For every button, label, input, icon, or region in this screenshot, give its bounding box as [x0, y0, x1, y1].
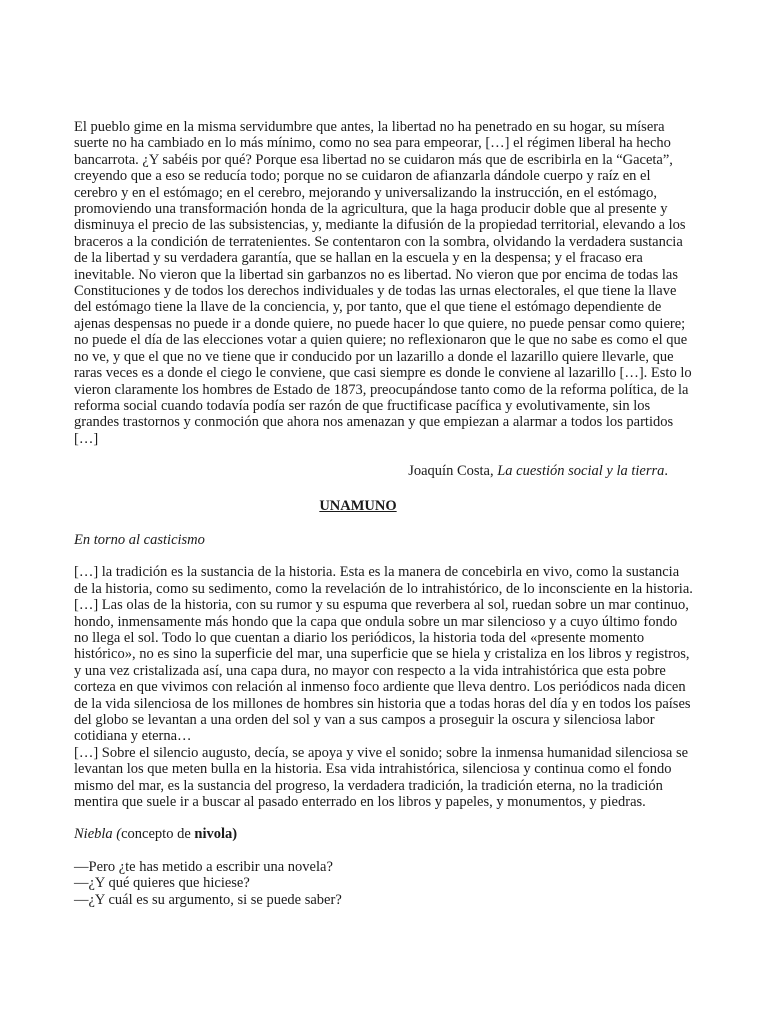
niebla-heading [74, 826, 694, 842]
document-page [74, 119, 694, 908]
dialogue-line: —¿Y cuál es su argumento, si se puede saber? [74, 891, 342, 908]
niebla-title: Niebla ( [74, 826, 122, 843]
dialogue-line: —Pero ¿te has metido a escribir una novela? [74, 858, 333, 875]
niebla-concept: concepto de [121, 826, 195, 843]
unamuno-paragraph-1: […] la tradición es la sustancia de la historia. Esta es la manera de concebirla en vivo, como la sustancia de la historia, como su sedimento, como la revelación de lo intrahistórico, de lo inconsciente en la historia. […] Las olas de la historia, con su rumor y su espuma que reverbera al sol, ruedan sobre un mar continuo, hondo, inmensamente más hondo que la capa que ondula sobre un mar silencioso y a cuyo último fondo no llega el sol. Todo lo que cuentan a diario los periódicos, la historia toda del «presente momento histórico», no es sino la superficie del mar, una superficie que se hiela y cristaliza en los libros y registros, y una vez cristalizada así, una capa dura, no mayor con respecto a la vida intrahistórica que esta pobre corteza en que vivimos con relación al inmenso foco ardiente que lleva dentro. Los periódicos nada dicen de la vida silenciosa de los millones de hombres sin historia que a todas horas del día y en todos los países del globo se levantan a una orden del sol y van a sus campos a proseguir la oscura y silenciosa labor cotidiana y eterna… [74, 564, 693, 745]
dialogue-block [74, 859, 694, 908]
niebla-word: nivola) [194, 826, 238, 843]
dialogue-line: —¿Y qué quieres que hiciese? [74, 875, 250, 892]
attribution-work-title: La cuestión social y la tierra [497, 463, 665, 480]
work-subtitle: En torno al casticismo [74, 531, 205, 548]
attribution-period: . [664, 463, 668, 480]
unamuno-paragraph-2: […] Sobre el silencio augusto, decía, se apoya y vive el sonido; sobre la inmensa humanidad silenciosa se levantan los que meten bulla en la historia. Esa vida intrahistórica, silenciosa y continua como el fondo mismo del mar, es la sustancia del progreso, la verdadera tradición, la tradición eterna, no la tradición mentira que suele ir a buscar al pasado enterrado en los libros y papeles, y monumentos, y piedras. [74, 744, 689, 811]
section-heading: UNAMUNO [319, 497, 397, 514]
attribution-author: Joaquín Costa, [408, 463, 498, 480]
costa-paragraph: El pueblo gime en la misma servidumbre que antes, la libertad no ha penetrado en su hogar, su mísera suerte no ha cambiado en lo más mínimo, como no sea para empeorar, […] el régimen liberal ha hecho bancarrota. ¿Y sabéis por qué? Porque esa libertad no se cuidaron más que de escribirla en la “Gaceta”, creyendo que a eso se reducía todo; porque no se cuidaron de afianzarla dándole cuerpo y raíz en el cerebro y en el estómago; en el cerebro, mejorando y universalizando la instrucción, en el estómago, promoviendo una transformación honda de la agricultura, que la haga producir doble que al presente y disminuya el precio de las subsistencias, y, mediante la difusión de la propiedad territorial, elevando a los braceros a la condición de terratenientes. Se contentaron con la sombra, olvidando la verdadera sustancia de la libertad y su verdadera garantía, que se hallan en la escuela y en la despensa; y el fracaso era inevitable. No vieron que la libertad sin garbanzos no es libertad. No vieron que por encima de todas las Constituciones y de todos los derechos individuales y de todas las urnas electorales, el que tiene la llave del estómago tiene la llave de la conciencia, y, por tanto, que el que tiene el estómago dependiente de ajenas despensas no puede ir a donde quiere, no puede hacer lo que quiere, no puede pensar como quiere; no puede el día de las elecciones votar a quien quiere; no reflexionaron que le que no sabe es como el que no ve, y que el que no ve tiene que ir conducido por un lazarillo a donde el lazarillo quiere llevarle, que raras veces es a donde el ciego le conviene, que casi siempre es donde le conviene al lazarillo […]. Esto lo vieron claramente los hombres de Estado de 1873, preocupándose tanto como de la reforma política, de la reforma social cuando todavía podía ser razón de que fructificase pacífica y evolutivamente, sin los grandes trastornos y conmoción que ahora nos amenazan y que empiezan a alarmar a todos los partidos […] [74, 119, 692, 447]
costa-attribution [74, 463, 694, 479]
